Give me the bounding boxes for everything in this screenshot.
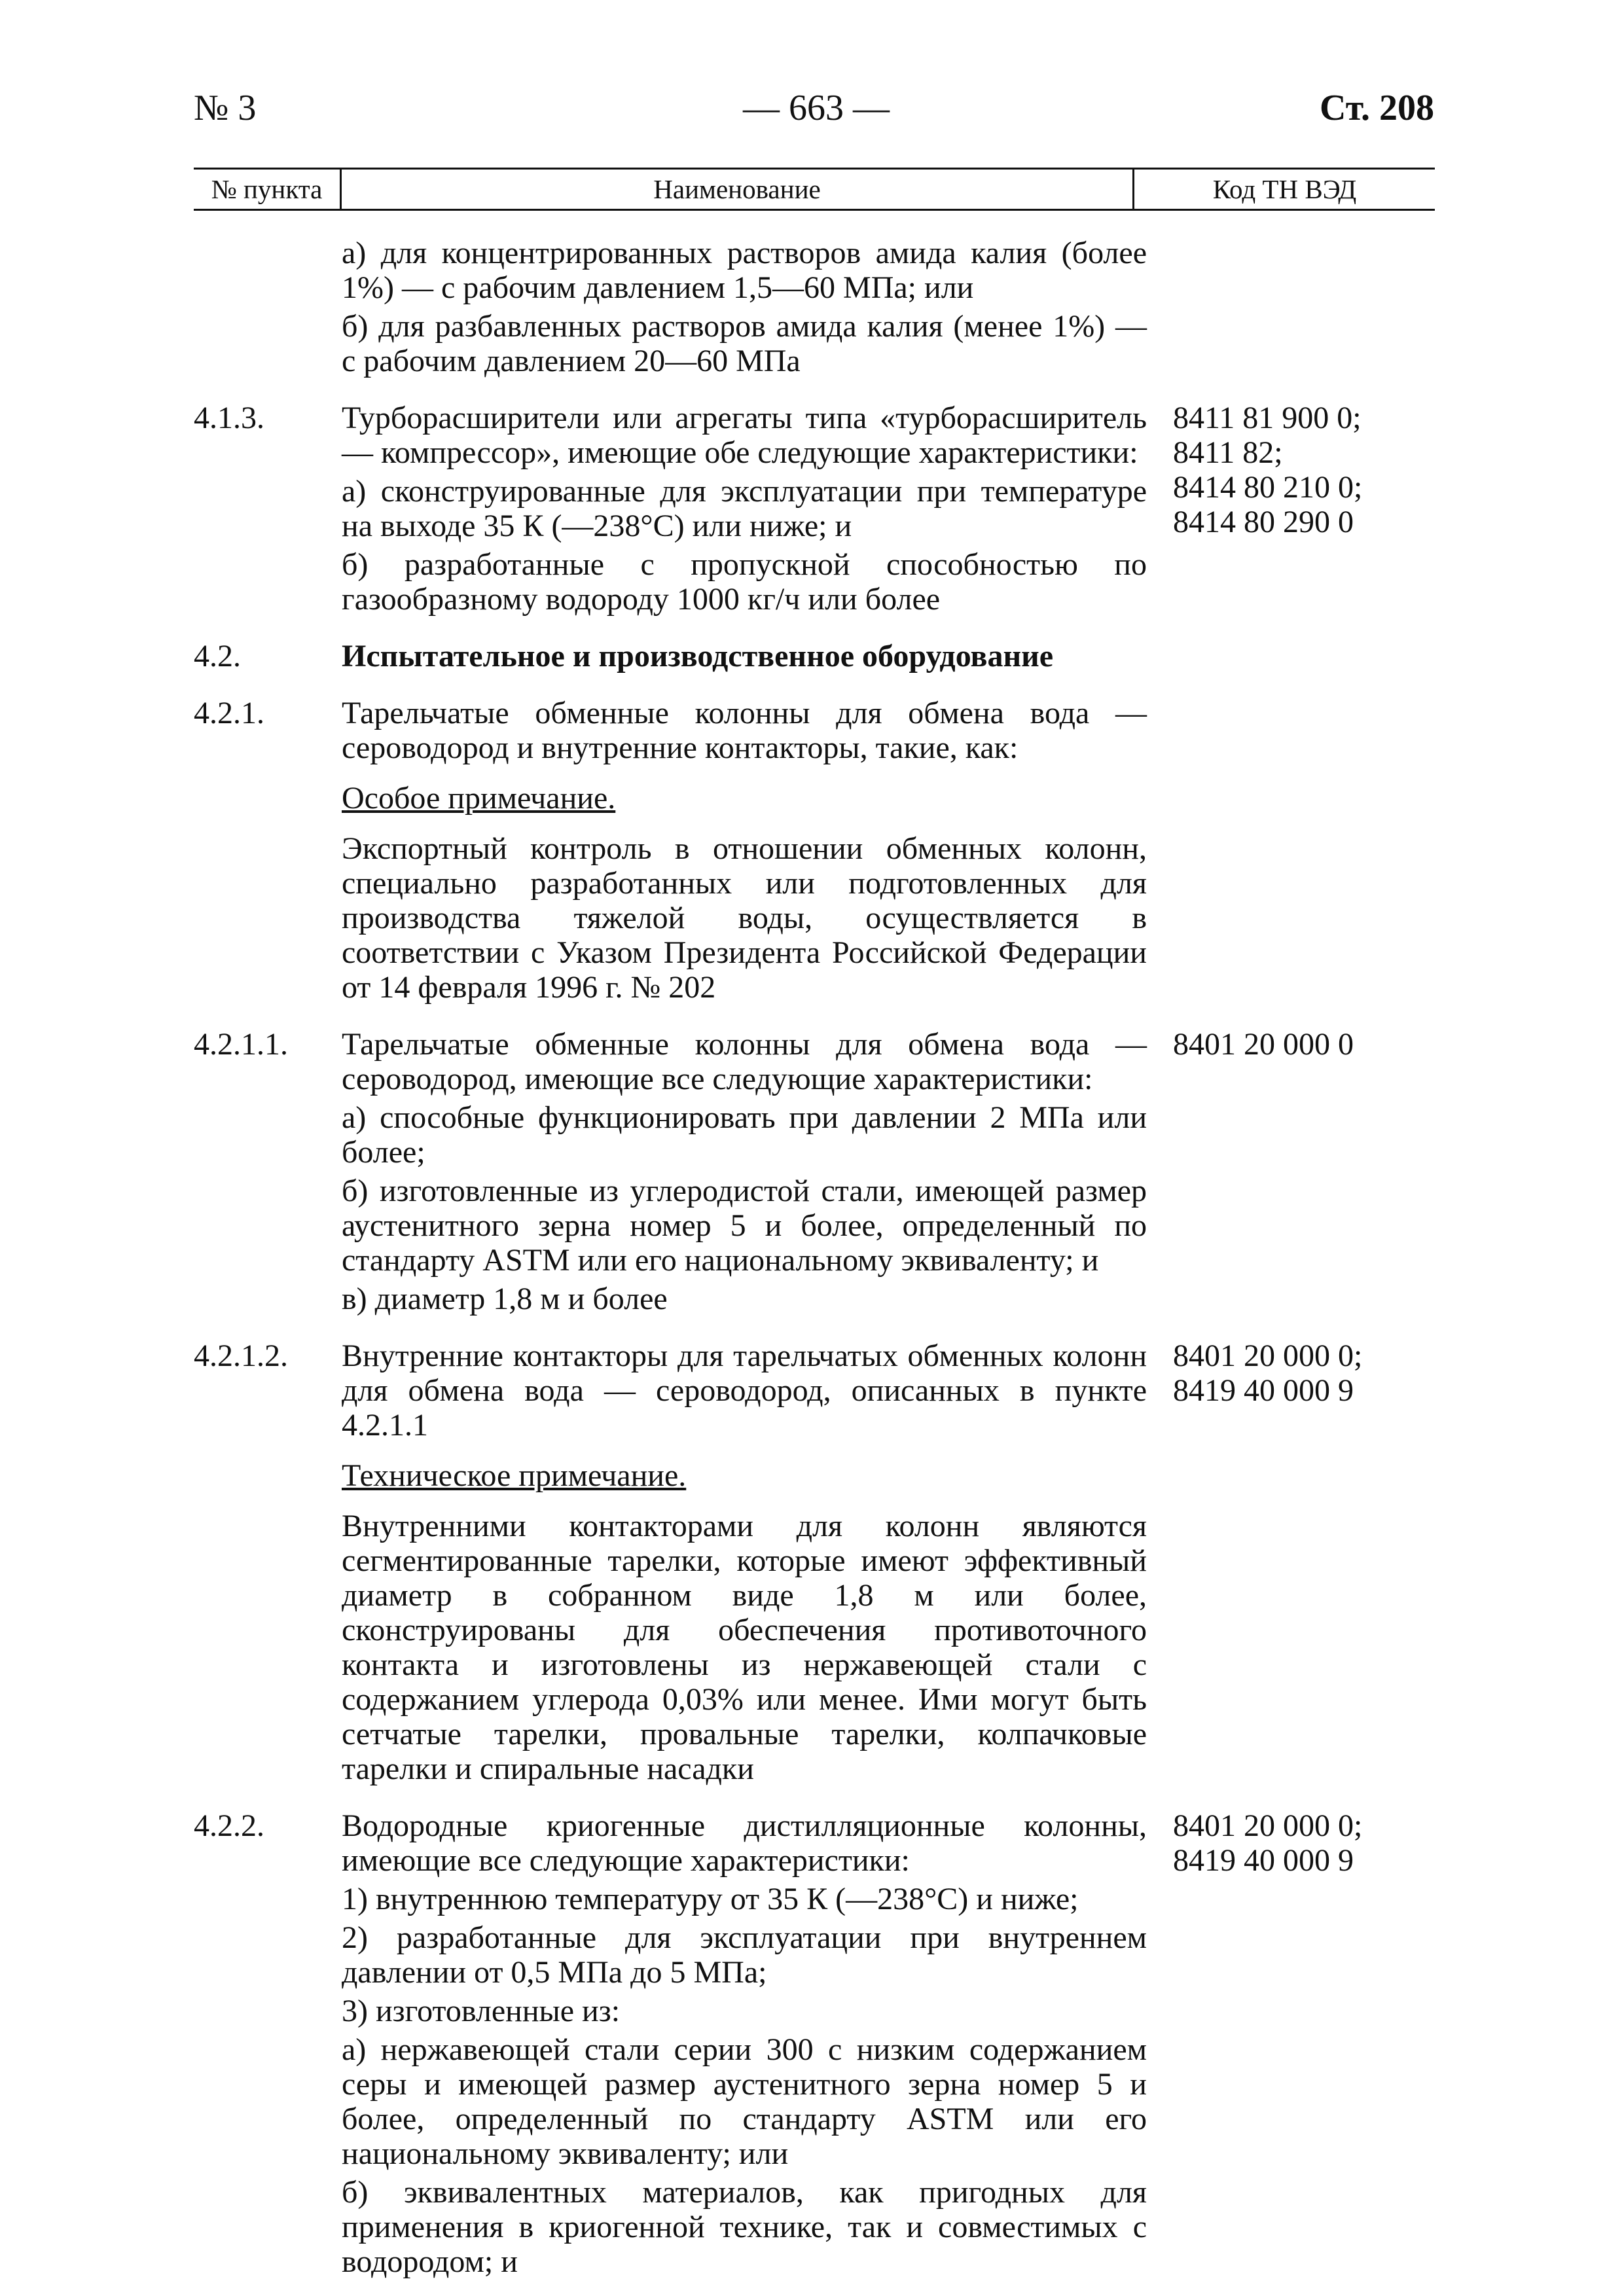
table-body <box>194 236 1435 2283</box>
item-number: 4.2.1. <box>194 696 264 730</box>
item-number: 4.2. <box>194 639 241 673</box>
table-row <box>194 639 1435 677</box>
note-text: Экспортный контроль в отношении обменных колонн, специально разработанных или подготовленных для производства тяжелой воды, осуществляется в соответствии с Указом Президента Российской Федерации от 14 февраля 1996 г. № 202 <box>342 831 1147 1005</box>
table-row <box>194 401 1435 620</box>
item-text: 2) разработанные для эксплуатации при внутреннем давлении от 0,5 МПа до 5 МПа; <box>342 1920 1147 1990</box>
item-text: Водородные криогенные дистилляционные колонны, имеющие все следующие характеристики: <box>342 1808 1147 1878</box>
hs-code: 8419 40 000 9 <box>1173 1373 1354 1408</box>
item-text: а) сконструированные для эксплуатации при температуре на выходе 35 К (—238°С) или ниже; и <box>342 474 1147 543</box>
table-row <box>194 1808 1435 2283</box>
item-codes <box>1147 639 1435 677</box>
item-name <box>342 236 1147 382</box>
item-text: Тарельчатые обменные колонны для обмена вода — сероводород, имеющие все следующие характеристики: <box>342 1027 1147 1096</box>
item-codes <box>1147 696 1435 1009</box>
item-name <box>342 1808 1147 2283</box>
item-name <box>342 1027 1147 1320</box>
hs-code: 8414 80 210 0; <box>1173 470 1363 505</box>
hs-code: 8411 81 900 0; <box>1173 401 1362 435</box>
issue-number: № 3 <box>194 88 257 128</box>
item-text: а) способные функционировать при давлении 2 МПа или более; <box>342 1100 1147 1170</box>
item-text: Тарельчатые обменные колонны для обмена вода — сероводород и внутренние контакторы, такие, как: <box>342 696 1147 765</box>
table-row <box>194 696 1435 1009</box>
hs-code: 8401 20 000 0 <box>1173 1027 1354 1062</box>
item-name <box>342 696 1147 1009</box>
table-row <box>194 236 1435 382</box>
item-text: б) для разбавленных растворов амида калия (менее 1%) — с рабочим давлением 20—60 МПа <box>342 309 1147 378</box>
item-codes <box>1147 1027 1435 1320</box>
item-codes <box>1147 236 1435 382</box>
article-number: Ст. 208 <box>1320 88 1434 128</box>
item-codes <box>1147 401 1435 620</box>
item-codes <box>1147 1808 1435 2283</box>
hs-code: 8411 82; <box>1173 435 1283 470</box>
column-header-name: Наименование <box>342 170 1134 209</box>
note-text: Внутренними контакторами для колонн являются сегментированные тарелки, которые имеют эффективный диаметр в собранном виде 1,8 м или более, сконструированы для обеспечения противоточного контакта и изготовлены из нержавеющей стали с содержанием углерода 0,03% или менее. Ими могут быть сетчатые тарелки, провальные тарелки, колпачковые тарелки и спиральные насадки <box>342 1509 1147 1786</box>
hs-code: 8401 20 000 0; <box>1173 1808 1363 1843</box>
hs-code: 8419 40 000 9 <box>1173 1843 1354 1878</box>
item-name <box>342 1338 1147 1790</box>
item-text: а) нержавеющей стали серии 300 с низким содержанием серы и имеющей размер аустенитного зерна номер 5 и более, определенный по стандарту ASTM или его национальному эквиваленту; или <box>342 2032 1147 2171</box>
note-label: Техническое примечание. <box>342 1458 687 1493</box>
item-text: б) эквивалентных материалов, как пригодных для применения в криогенной технике, так и совместимых с водородом; и <box>342 2175 1147 2279</box>
item-text: 3) изготовленные из: <box>342 1994 621 2028</box>
section-title: Испытательное и производственное оборудование <box>342 639 1054 673</box>
item-text: Внутренние контакторы для тарельчатых обменных колонн для обмена вода — сероводород, описанных в пункте 4.2.1.1 <box>342 1338 1147 1443</box>
hs-code: 8414 80 290 0 <box>1173 505 1354 539</box>
table-row <box>194 1027 1435 1320</box>
item-text: Турборасширители или агрегаты типа «турборасширитель — компрессор», имеющие обе следующие характеристики: <box>342 401 1147 470</box>
column-header-num: № пункта <box>194 170 342 209</box>
table-header <box>194 168 1435 211</box>
item-number: 4.1.3. <box>194 401 264 435</box>
item-number: 4.2.1.2. <box>194 1338 288 1373</box>
item-number: 4.2.2. <box>194 1808 264 1843</box>
item-text: б) разработанные с пропускной способностью по газообразному водороду 1000 кг/ч или более <box>342 547 1147 617</box>
item-codes <box>1147 1338 1435 1790</box>
item-text: 1) внутреннюю температуру от 35 К (—238°С) и ниже; <box>342 1882 1079 1916</box>
item-number <box>194 236 342 382</box>
item-number: 4.2.1.1. <box>194 1027 288 1062</box>
item-name <box>342 639 1147 677</box>
item-text: а) для концентрированных растворов амида калия (более 1%) — с рабочим давлением 1,5—60 МПа; или <box>342 236 1147 305</box>
item-text: б) изготовленные из углеродистой стали, имеющей размер аустенитного зерна номер 5 и более, определенный по стандарту ASTM или его национальному эквиваленту; и <box>342 1174 1147 1278</box>
note-label: Особое примечание. <box>342 781 616 816</box>
column-header-code: Код ТН ВЭД <box>1212 174 1357 204</box>
page-number: — 663 — <box>743 88 890 128</box>
item-name <box>342 401 1147 620</box>
item-text: в) диаметр 1,8 м и более <box>342 1282 668 1316</box>
table-row <box>194 1338 1435 1790</box>
hs-code: 8401 20 000 0; <box>1173 1338 1363 1373</box>
